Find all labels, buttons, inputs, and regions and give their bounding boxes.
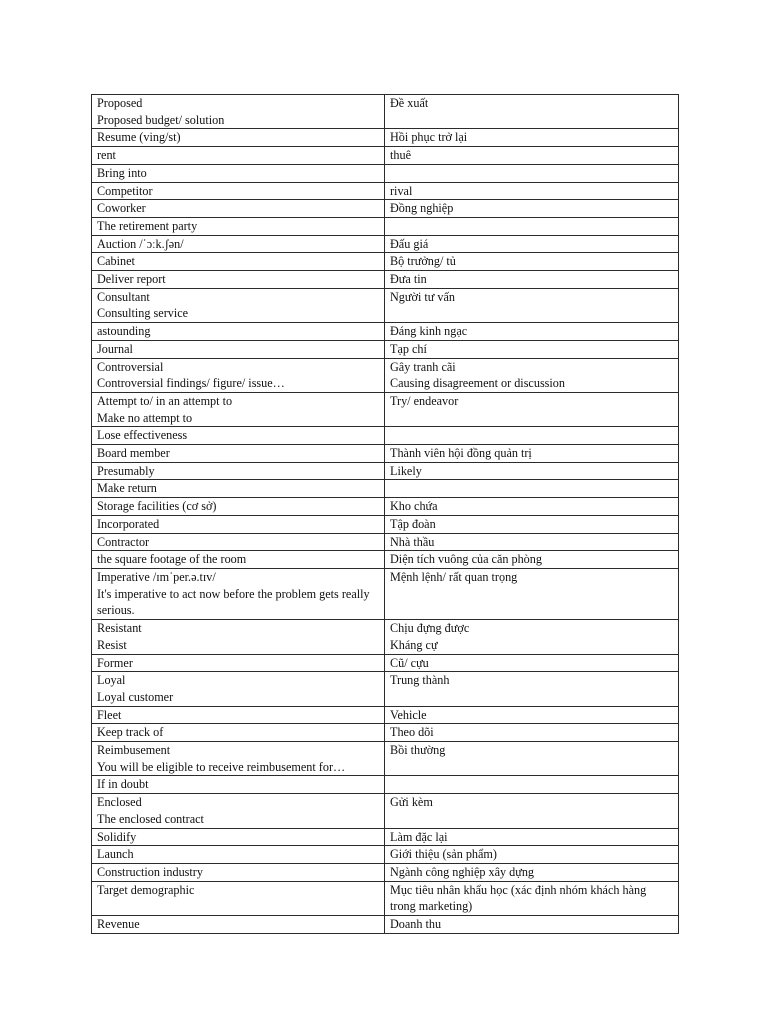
vietnamese-meaning-cell: Giới thiệu (sản phẩm) <box>385 846 679 864</box>
vietnamese-meaning-cell: Diện tích vuông của căn phòng <box>385 551 679 569</box>
table-row <box>92 533 679 551</box>
vietnamese-meaning-cell: Theo dõi <box>385 724 679 742</box>
table-row <box>92 182 679 200</box>
vietnamese-meaning-cell: Đấu giá <box>385 235 679 253</box>
table-row <box>92 288 679 322</box>
table-row <box>92 462 679 480</box>
english-term-cell: Deliver report <box>92 271 385 289</box>
vietnamese-meaning-cell <box>385 164 679 182</box>
vietnamese-meaning-cell: Nhà thầu <box>385 533 679 551</box>
vietnamese-meaning-cell: Thành viên hội đồng quản trị <box>385 445 679 463</box>
vietnamese-meaning-cell: Doanh thu <box>385 916 679 934</box>
vietnamese-meaning-cell <box>385 217 679 235</box>
english-term-cell: Lose effectiveness <box>92 427 385 445</box>
vietnamese-meaning-cell: Đáng kinh ngạc <box>385 323 679 341</box>
table-row <box>92 551 679 569</box>
table-row <box>92 742 679 776</box>
table-row <box>92 358 679 392</box>
vietnamese-meaning-cell: Đề xuất <box>385 95 679 129</box>
vietnamese-meaning-cell: Cũ/ cựu <box>385 654 679 672</box>
table-row <box>92 863 679 881</box>
english-term-cell: Revenue <box>92 916 385 934</box>
table-row <box>92 271 679 289</box>
table-row <box>92 323 679 341</box>
english-term-cell: Resistant Resist <box>92 620 385 654</box>
english-term-cell: If in doubt <box>92 776 385 794</box>
table-row <box>92 217 679 235</box>
table-row <box>92 200 679 218</box>
english-term-cell: Contractor <box>92 533 385 551</box>
table-row <box>92 129 679 147</box>
english-term-cell: Bring into <box>92 164 385 182</box>
vietnamese-meaning-cell: Trung thành <box>385 672 679 706</box>
english-term-cell: Board member <box>92 445 385 463</box>
vietnamese-meaning-cell: Hồi phục trở lại <box>385 129 679 147</box>
english-term-cell: Journal <box>92 340 385 358</box>
table-row <box>92 445 679 463</box>
table-row <box>92 427 679 445</box>
vietnamese-meaning-cell: rival <box>385 182 679 200</box>
vietnamese-meaning-cell: Đồng nghiệp <box>385 200 679 218</box>
vietnamese-meaning-cell <box>385 427 679 445</box>
vietnamese-meaning-cell: Mệnh lệnh/ rất quan trọng <box>385 568 679 619</box>
vietnamese-meaning-cell: Người tư vấn <box>385 288 679 322</box>
table-row <box>92 392 679 426</box>
table-row <box>92 568 679 619</box>
table-row <box>92 480 679 498</box>
table-row <box>92 620 679 654</box>
english-term-cell: Cabinet <box>92 253 385 271</box>
english-term-cell: Former <box>92 654 385 672</box>
english-term-cell: Controversial Controversial findings/ figure/ issue… <box>92 358 385 392</box>
vietnamese-meaning-cell: Kho chứa <box>385 498 679 516</box>
table-row <box>92 828 679 846</box>
table-row <box>92 515 679 533</box>
english-term-cell: Consultant Consulting service <box>92 288 385 322</box>
english-term-cell: Coworker <box>92 200 385 218</box>
vietnamese-meaning-cell: Mục tiêu nhân khẩu học (xác định nhóm khách hàng trong marketing) <box>385 881 679 915</box>
english-term-cell: Enclosed The enclosed contract <box>92 794 385 828</box>
vocabulary-table-body <box>92 95 679 934</box>
table-row <box>92 794 679 828</box>
table-row <box>92 164 679 182</box>
english-term-cell: Attempt to/ in an attempt to Make no attempt to <box>92 392 385 426</box>
english-term-cell: Keep track of <box>92 724 385 742</box>
vietnamese-meaning-cell: Bộ trưởng/ tủ <box>385 253 679 271</box>
english-term-cell: Resume (ving/st) <box>92 129 385 147</box>
table-row <box>92 846 679 864</box>
english-term-cell: Imperative /ɪmˈper.ə.tɪv/ It's imperative to act now before the problem gets really serious. <box>92 568 385 619</box>
english-term-cell: Launch <box>92 846 385 864</box>
vietnamese-meaning-cell <box>385 480 679 498</box>
vietnamese-meaning-cell: Gây tranh cãi Causing disagreement or discussion <box>385 358 679 392</box>
english-term-cell: Incorporated <box>92 515 385 533</box>
vietnamese-meaning-cell: Try/ endeavor <box>385 392 679 426</box>
english-term-cell: astounding <box>92 323 385 341</box>
table-row <box>92 147 679 165</box>
english-term-cell: rent <box>92 147 385 165</box>
english-term-cell: Construction industry <box>92 863 385 881</box>
vietnamese-meaning-cell: Chịu đựng được Kháng cự <box>385 620 679 654</box>
english-term-cell: Proposed Proposed budget/ solution <box>92 95 385 129</box>
table-row <box>92 672 679 706</box>
english-term-cell: Solidify <box>92 828 385 846</box>
vietnamese-meaning-cell: Ngành công nghiệp xây dựng <box>385 863 679 881</box>
english-term-cell: Target demographic <box>92 881 385 915</box>
table-row <box>92 654 679 672</box>
table-row <box>92 916 679 934</box>
table-row <box>92 253 679 271</box>
vietnamese-meaning-cell: Đưa tin <box>385 271 679 289</box>
table-row <box>92 706 679 724</box>
english-term-cell: Presumably <box>92 462 385 480</box>
table-row <box>92 776 679 794</box>
vietnamese-meaning-cell: thuê <box>385 147 679 165</box>
vocabulary-table <box>91 94 679 934</box>
table-row <box>92 235 679 253</box>
english-term-cell: Fleet <box>92 706 385 724</box>
vietnamese-meaning-cell: Tạp chí <box>385 340 679 358</box>
english-term-cell: Competitor <box>92 182 385 200</box>
table-row <box>92 498 679 516</box>
vietnamese-meaning-cell: Gửi kèm <box>385 794 679 828</box>
vietnamese-meaning-cell: Likely <box>385 462 679 480</box>
vietnamese-meaning-cell: Tập đoàn <box>385 515 679 533</box>
vietnamese-meaning-cell: Vehicle <box>385 706 679 724</box>
table-row <box>92 340 679 358</box>
english-term-cell: Auction /ˈɔːk.ʃən/ <box>92 235 385 253</box>
english-term-cell: Loyal Loyal customer <box>92 672 385 706</box>
vietnamese-meaning-cell: Bồi thường <box>385 742 679 776</box>
english-term-cell: Make return <box>92 480 385 498</box>
english-term-cell: The retirement party <box>92 217 385 235</box>
english-term-cell: the square footage of the room <box>92 551 385 569</box>
english-term-cell: Reimbusement You will be eligible to receive reimbusement for… <box>92 742 385 776</box>
table-row <box>92 95 679 129</box>
table-row <box>92 724 679 742</box>
vietnamese-meaning-cell: Làm đặc lại <box>385 828 679 846</box>
english-term-cell: Storage facilities (cơ sở) <box>92 498 385 516</box>
vietnamese-meaning-cell <box>385 776 679 794</box>
table-row <box>92 881 679 915</box>
